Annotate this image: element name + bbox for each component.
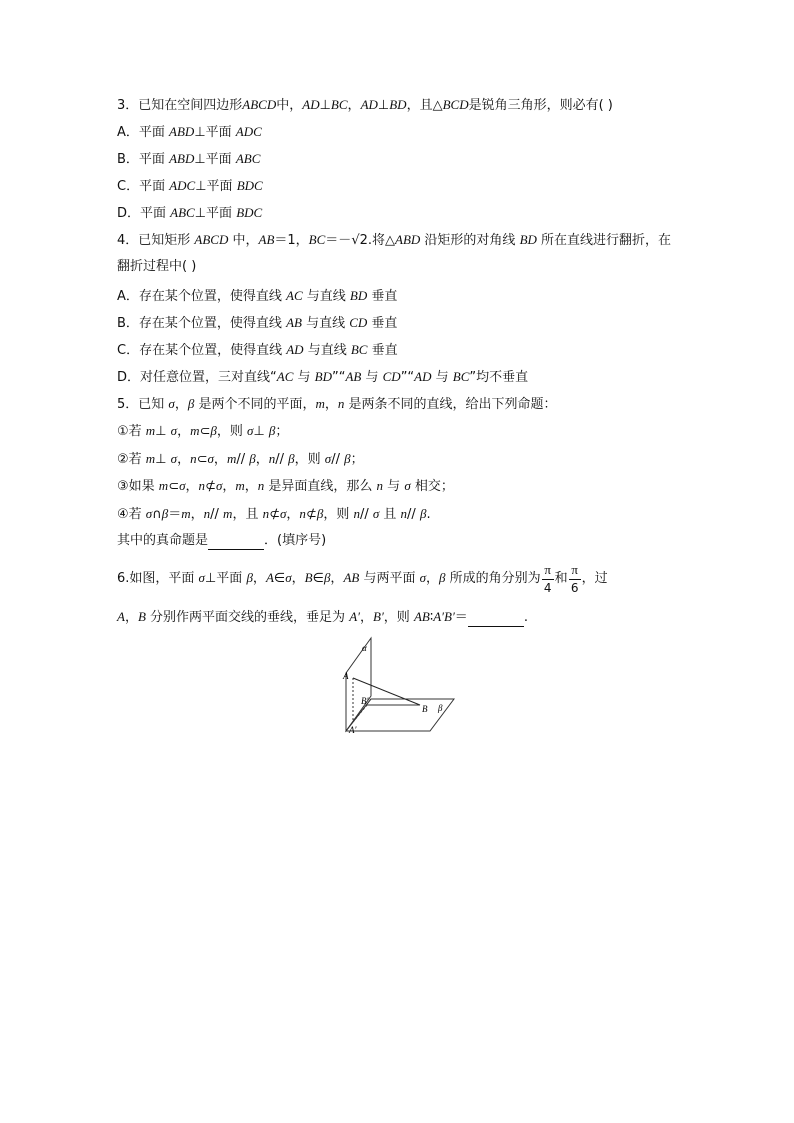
text: 与两平面	[359, 571, 420, 586]
text: ＝	[454, 610, 468, 625]
text: 是两个不同的平面，	[194, 397, 316, 412]
text: //	[331, 452, 345, 467]
math: B	[304, 570, 313, 585]
math: m	[226, 451, 237, 466]
math: CD	[349, 315, 368, 330]
text: ∈	[273, 571, 286, 586]
text: //	[275, 452, 289, 467]
text: ；	[350, 452, 364, 467]
text: A．存在某个位置，使得直线	[117, 289, 287, 304]
q5-proposition-3	[117, 478, 454, 495]
text: 与	[431, 370, 453, 385]
math: CD	[382, 369, 401, 384]
text: 与	[293, 370, 315, 385]
text: ⊄	[305, 507, 317, 522]
math: σ	[279, 506, 287, 521]
math: AD	[414, 369, 432, 384]
text: ⊥平面	[204, 571, 247, 586]
label-beta: β	[438, 703, 443, 713]
math: m	[190, 423, 200, 438]
math: n	[262, 506, 270, 521]
text: ，且	[232, 507, 263, 522]
math: ABC	[170, 205, 195, 220]
math: n	[257, 478, 265, 493]
text: 所在直线进行翻折，在	[536, 233, 672, 248]
q3-option-a	[117, 124, 262, 141]
math: AC	[286, 288, 303, 303]
math: A′	[349, 609, 360, 624]
math: σ	[215, 478, 223, 493]
text: ⊥平面	[195, 179, 237, 194]
math: m	[235, 478, 245, 493]
math: n	[198, 478, 206, 493]
text: ，	[185, 479, 199, 494]
q3-stem	[117, 97, 613, 114]
text: ⊥	[155, 452, 171, 467]
math: β	[344, 451, 351, 466]
text: ＝	[168, 507, 182, 522]
text: ⊂	[168, 479, 180, 494]
text: ”“	[331, 370, 346, 385]
text: ∈	[312, 571, 324, 586]
fraction-numerator: π	[544, 561, 551, 577]
math: ABD	[169, 151, 195, 166]
text: A．平面	[117, 125, 170, 140]
math: B	[137, 609, 146, 624]
q4-option-a	[117, 288, 397, 305]
text: 4．已知矩形	[117, 233, 195, 248]
math: n	[299, 506, 306, 521]
math: BC	[308, 232, 326, 247]
q5-stem	[117, 396, 557, 413]
text: 与	[361, 370, 383, 385]
q4-stem-line2	[117, 259, 196, 275]
math: BD	[519, 232, 537, 247]
q5-answer-line	[117, 533, 326, 550]
text: //	[236, 452, 250, 467]
text: ⊥	[155, 424, 171, 439]
q3-option-d	[117, 205, 262, 222]
math: σ	[170, 451, 178, 466]
math: A	[265, 570, 274, 585]
fraction-pi-over-4	[541, 562, 555, 596]
text: ．(填序号)	[264, 533, 327, 548]
math: ABD	[395, 232, 421, 247]
text: ⊥	[253, 424, 269, 439]
text: 与直线	[301, 316, 350, 331]
math: m	[223, 506, 233, 521]
math: σ	[170, 423, 178, 438]
math: m	[145, 423, 156, 438]
q3-option-b	[117, 151, 260, 168]
text: D．对任意位置，三对直线“	[117, 370, 277, 385]
q4-option-c	[117, 342, 398, 359]
math: AB	[345, 369, 362, 384]
q3-option-c	[117, 178, 263, 195]
text: ⊄	[205, 479, 216, 494]
math: BCD	[442, 97, 469, 112]
text: ⊥平面	[194, 206, 237, 221]
math: AD	[286, 342, 304, 357]
math: n	[203, 506, 211, 521]
fraction-pi-over-6	[568, 562, 582, 596]
text: ，则	[294, 452, 325, 467]
text: .	[426, 507, 431, 522]
math: n	[353, 506, 360, 521]
math: AD	[302, 97, 320, 112]
q4-option-d	[117, 369, 528, 386]
text: .	[523, 610, 528, 625]
text: 所成的角分别为	[445, 571, 541, 586]
fraction-bar	[569, 579, 581, 580]
math: AB	[258, 232, 275, 247]
text: ⊂	[199, 424, 211, 439]
text: 分别作两平面交线的垂线，垂足为	[145, 610, 350, 625]
text: ，	[255, 452, 269, 467]
math: n	[268, 451, 276, 466]
text: C．平面	[117, 179, 170, 194]
math: β	[249, 451, 256, 466]
text: 相交；	[410, 479, 454, 494]
text: ，	[330, 571, 344, 586]
label-a: A	[343, 671, 349, 681]
math: ABCD	[242, 97, 277, 112]
math: ADC	[169, 178, 196, 193]
text: 沿矩形的对角线	[420, 233, 520, 248]
text: ，	[213, 452, 227, 467]
text: C．存在某个位置，使得直线	[117, 343, 287, 358]
math: BD	[389, 97, 407, 112]
text: ，	[222, 479, 236, 494]
text: ①若	[117, 424, 146, 439]
q5-proposition-4	[117, 506, 431, 523]
text: ∩	[152, 507, 162, 522]
text: 与直线	[303, 343, 351, 358]
text: ，且△	[406, 98, 443, 113]
math: BD	[349, 288, 368, 303]
sqrt-value: √2	[351, 233, 368, 248]
text: ∶	[429, 610, 434, 625]
text: 与	[383, 479, 405, 494]
math: BC	[330, 97, 348, 112]
text: ”“	[400, 370, 415, 385]
text: //	[359, 507, 373, 522]
plane-alpha	[346, 638, 371, 731]
math: BD	[314, 369, 332, 384]
math: β	[210, 423, 217, 438]
text: ，则	[323, 507, 354, 522]
text: 翻折过程中( )	[117, 259, 197, 274]
text: B．存在某个位置，使得直线	[117, 316, 287, 331]
answer-blank[interactable]	[468, 610, 524, 627]
text: 5．已知	[117, 397, 169, 412]
math: BDC	[236, 205, 263, 220]
text: 中，	[276, 98, 303, 113]
math: A′B′	[433, 609, 455, 624]
text: ，	[124, 610, 138, 625]
text: ⊥平面	[194, 125, 236, 140]
text: ，	[324, 397, 338, 412]
text: ，	[177, 424, 191, 439]
math: BC	[452, 369, 470, 384]
math: AD	[360, 97, 378, 112]
q5-proposition-1	[117, 423, 288, 440]
text: 垂直	[367, 289, 398, 304]
math: m	[145, 451, 156, 466]
math: σ	[247, 423, 254, 438]
q6-stem-line2	[117, 609, 528, 627]
math: σ	[324, 451, 332, 466]
math: β	[323, 570, 331, 585]
math: σ	[404, 478, 411, 493]
math: BC	[350, 342, 368, 357]
text: 3．已知在空间四边形	[117, 98, 243, 113]
text: 和	[554, 571, 568, 586]
text: ，	[244, 479, 258, 494]
math: m	[315, 396, 325, 411]
math: n	[190, 451, 197, 466]
q5-proposition-2	[117, 451, 364, 468]
math: σ	[179, 478, 186, 493]
text: B．平面	[117, 152, 170, 167]
math: ABD	[169, 124, 195, 139]
label-a-prime: A′	[349, 725, 357, 735]
text: 其中的真命题是	[117, 533, 209, 548]
math: β	[161, 506, 169, 521]
text: ，	[426, 571, 440, 586]
text: ④若	[117, 507, 146, 522]
text: ，	[177, 452, 191, 467]
text: 与直线	[302, 289, 350, 304]
label-alpha: α	[362, 643, 367, 653]
text: D．平面	[117, 206, 171, 221]
fraction-denominator: 6	[570, 580, 579, 595]
text: //	[210, 507, 224, 522]
math: β	[288, 451, 295, 466]
math: ADC	[235, 124, 262, 139]
fraction-bar	[542, 579, 554, 580]
math: n	[337, 396, 345, 411]
text: ⊥平面	[194, 152, 236, 167]
text: 且	[379, 507, 401, 522]
math: B′	[373, 609, 384, 624]
text: ③如果	[117, 479, 159, 494]
text: ＝－	[325, 233, 352, 248]
math: ABCD	[194, 232, 229, 247]
fraction-denominator: 4	[543, 580, 552, 595]
math: AB	[286, 315, 302, 330]
text: ⊥	[319, 98, 331, 113]
text: .将△	[367, 233, 396, 248]
math: m	[181, 506, 191, 521]
label-b: B	[422, 704, 428, 714]
text: ，过	[581, 571, 608, 586]
text: ⊂	[196, 452, 208, 467]
math: n	[376, 478, 384, 493]
text: ②若	[117, 452, 146, 467]
math: σ	[372, 506, 380, 521]
math: m	[158, 478, 169, 493]
label-b-prime: B′	[361, 696, 369, 706]
math: σ	[419, 570, 427, 585]
text: ，	[291, 571, 305, 586]
two-planes-figure	[336, 636, 462, 742]
text: ＝1，	[274, 233, 309, 248]
q4-stem-line1	[117, 232, 671, 249]
text: 是锐角三角形，则必有( )	[468, 98, 613, 113]
text: //	[407, 507, 420, 522]
text: ，	[359, 610, 373, 625]
text: ，	[347, 98, 361, 113]
math: β	[246, 570, 253, 585]
math: σ	[145, 506, 153, 521]
text: 垂直	[367, 316, 398, 331]
math: n	[400, 506, 408, 521]
text: 是异面直线，那么	[264, 479, 377, 494]
math: β	[439, 570, 446, 585]
q4-option-b	[117, 315, 397, 332]
text: ⊄	[269, 507, 280, 522]
math: BDC	[236, 178, 263, 193]
text: 垂直	[367, 343, 398, 358]
math: AB	[413, 609, 430, 624]
math: β	[316, 506, 324, 521]
text: ⊥	[377, 98, 390, 113]
text: 是两条不同的直线，给出下列命题：	[344, 397, 557, 412]
math: AB	[343, 570, 360, 585]
math: σ	[207, 451, 214, 466]
answer-blank[interactable]	[208, 533, 264, 550]
math: ABC	[235, 151, 261, 166]
text: ，则	[216, 424, 248, 439]
text: ，	[190, 507, 204, 522]
math: β	[268, 423, 276, 438]
text: ；	[275, 424, 289, 439]
math: σ	[285, 570, 292, 585]
q6-stem-line1	[117, 560, 608, 596]
math: β	[187, 396, 195, 411]
math: A	[117, 609, 125, 624]
math: β	[419, 506, 427, 521]
text: ，	[286, 507, 300, 522]
text: ，	[174, 397, 188, 412]
math: σ	[168, 396, 175, 411]
text: 6.如图，平面	[117, 571, 199, 586]
text: ，则	[383, 610, 414, 625]
text: 中，	[228, 233, 259, 248]
math: AC	[276, 369, 294, 384]
text: ”均不垂直	[469, 370, 529, 385]
fraction-numerator: π	[571, 561, 578, 577]
text: ，	[252, 571, 266, 586]
math: σ	[198, 570, 205, 585]
